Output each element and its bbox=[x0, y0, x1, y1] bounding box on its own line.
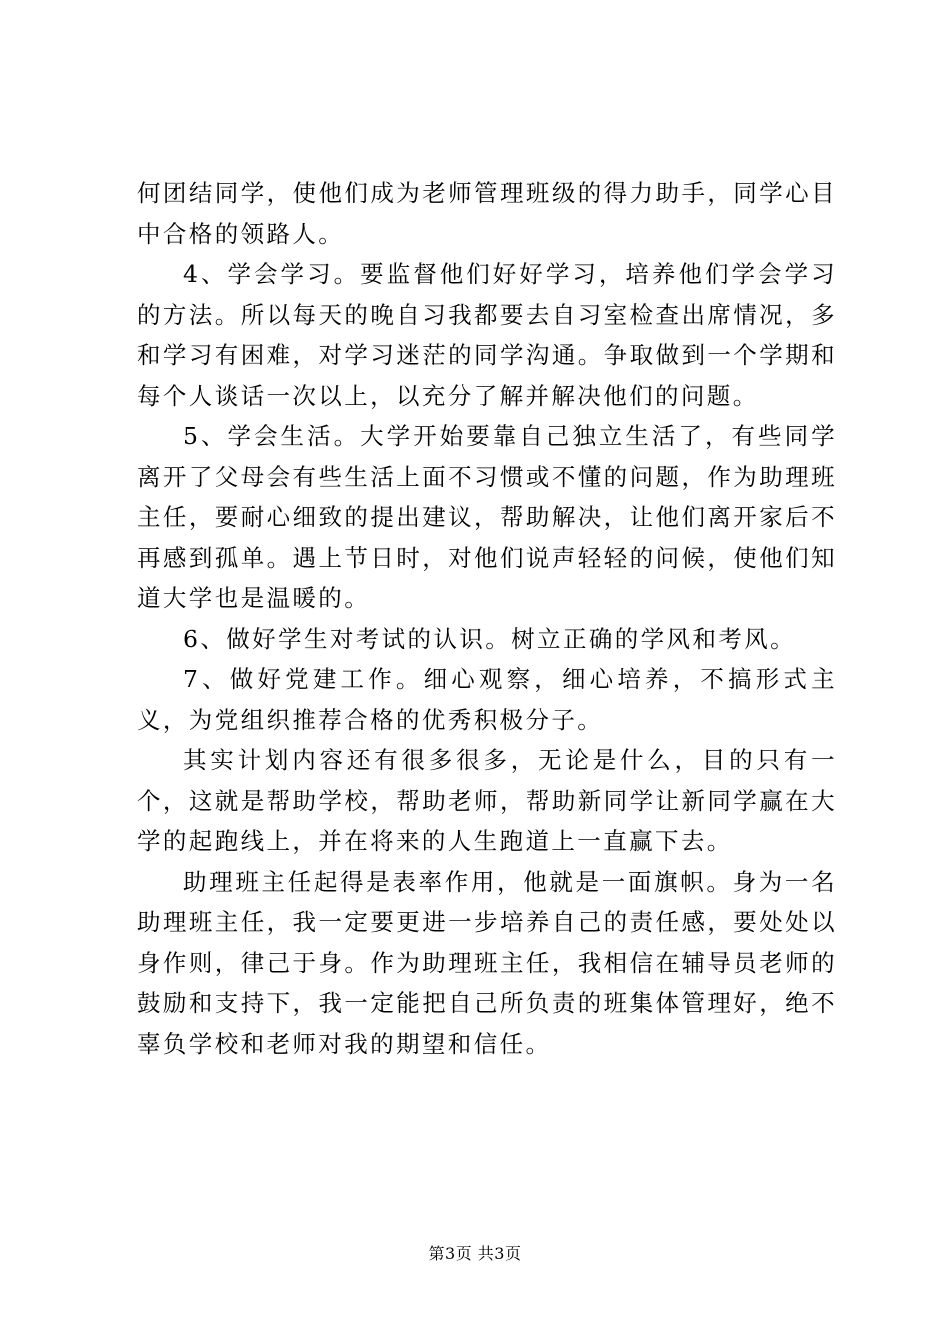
paragraph-conclusion: 助理班主任起得是表率作用，他就是一面旗帜。身为一名助理班主任，我一定要更进一步培养自己的责任感，要处处以身作则，律己于身。作为助理班主任，我相信在辅导员老师的鼓励和支持下，我一定能把自己所负责的班集体管理好，绝不辜负学校和老师对我的期望和信任。 bbox=[137, 867, 837, 1058]
paragraph-learn-to-live: 5、学会生活。大学开始要靠自己独立生活了，有些同学离开了父母会有些生活上面不习惯或不懂的问题，作为助理班主任，要耐心细致的提出建议，帮助解决，让他们离开家后不再感到孤单。遇上节日时，对他们说声轻轻的问候，使他们知道大学也是温暖的。 bbox=[137, 422, 837, 612]
page-number-footer: 第3页 共3页 bbox=[428, 1244, 522, 1263]
document-body bbox=[137, 173, 837, 1064]
paragraph-learn-to-study: 4、学会学习。要监督他们好好学习，培养他们学会学习的方法。所以每天的晚自习我都要去自习室检查出席情况，多和学习有困难，对学习迷茫的同学沟通。争取做到一个学期和每个人谈话一次以上，以充分了解并解决他们的问题。 bbox=[137, 260, 837, 410]
paragraph-continuation: 何团结同学，使他们成为老师管理班级的得力助手，同学心目中合格的领路人。 bbox=[137, 179, 837, 248]
paragraph-plan-summary: 其实计划内容还有很多很多，无论是什么，目的只有一个，这就是帮助学校，帮助老师，帮助新同学让新同学赢在大学的起跑线上，并在将来的人生跑道上一直赢下去。 bbox=[137, 746, 837, 855]
paragraph-exam-awareness: 6、做好学生对考试的认识。树立正确的学风和考风。 bbox=[183, 624, 797, 653]
paragraph-party-building: 7、做好党建工作。细心观察，细心培养，不搞形式主义，为党组织推荐合格的优秀积极分子。 bbox=[137, 665, 837, 734]
